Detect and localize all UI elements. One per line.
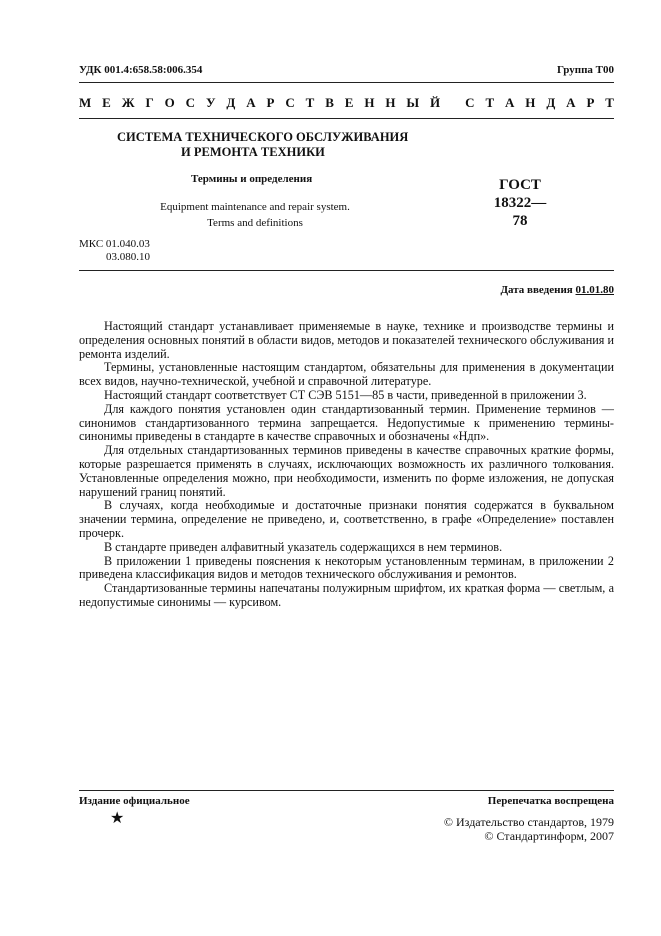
banner-letter: Ы bbox=[406, 95, 420, 110]
mks-line-1: МКС 01.040.03 bbox=[79, 238, 150, 250]
banner-letter bbox=[451, 95, 454, 111]
interstate-standard-banner bbox=[79, 95, 614, 111]
banner-letter: Д bbox=[226, 95, 236, 110]
banner-letter: А bbox=[246, 95, 256, 110]
banner-letter: Е bbox=[102, 95, 111, 110]
paragraph: Для каждого понятия установлен один стандартизованный термин. Применение терминов — синонимов стандартизованного термина запрещается. Недопустимые к применению термины-синонимы приведены в стандарте в качестве справочных и обозначены «Ндп». bbox=[79, 401, 614, 444]
document-subtitle: Термины и определения bbox=[191, 173, 313, 185]
paragraph: В приложении 1 приведены пояснения к некоторым установленным терминам, в приложении 2 приведена классификация видов и методов технического обслуживания и ремонтов. bbox=[79, 553, 614, 582]
introduction-date bbox=[500, 284, 614, 296]
banner-letter: Н bbox=[385, 95, 396, 110]
banner-letter: Ж bbox=[121, 95, 135, 110]
paragraph: Термины, установленные настоящим стандартом, обязательны для применения в документации всех видов, научно-технической, учебной и справочной литературе. bbox=[79, 360, 614, 389]
copyright-block bbox=[444, 815, 614, 843]
banner-letter: У bbox=[205, 95, 216, 110]
body-text bbox=[79, 320, 614, 610]
mks-codes bbox=[79, 238, 150, 264]
banner-letter: Й bbox=[430, 95, 441, 110]
banner-letter: Т bbox=[305, 95, 315, 110]
banner-letter: А bbox=[566, 95, 576, 110]
gost-label: ГОСТ bbox=[499, 177, 541, 193]
mks-line-2: 03.080.10 bbox=[106, 251, 150, 263]
top-rule bbox=[79, 82, 614, 83]
english-title-line-2: Terms and definitions bbox=[207, 217, 303, 229]
banner-letter: Т bbox=[485, 95, 495, 110]
english-title bbox=[155, 199, 355, 231]
document-title bbox=[117, 130, 417, 160]
english-title-line-1: Equipment maintenance and repair system. bbox=[160, 201, 350, 213]
footer-rule bbox=[79, 790, 614, 791]
gost-designation bbox=[487, 176, 553, 230]
banner-letter: О bbox=[164, 95, 175, 110]
udk-code: УДК 001.4:658.58:006.354 bbox=[79, 64, 203, 76]
paragraph: Для отдельных стандартизованных терминов приведены в качестве справочных краткие формы, которые разрешается применять в случаях, исключающих возможность их различного толкования. Установленные определения можно, при необходимости, изменить по форме изложения, не допуская нарушений границ понятий. bbox=[79, 443, 614, 499]
banner-letter: Р bbox=[586, 95, 595, 110]
paragraph: В случаях, когда необходимые и достаточные признаки понятия содержатся в буквальном значении термина, определение не приведено, и, соответственно, в графе «Определение» поставлен прочерк. bbox=[79, 498, 614, 540]
paragraph: В стандарте приведен алфавитный указатель содержащихся в нем терминов. bbox=[104, 539, 503, 554]
paragraph: Настоящий стандарт устанавливает применяемые в науке, технике и производстве термины и определения основных понятий в области видов, методов и показателей технического обслуживания и ремонта изделий. bbox=[79, 319, 614, 361]
banner-letter: С bbox=[465, 95, 475, 110]
banner-rule bbox=[79, 118, 614, 119]
banner-letter: Д bbox=[546, 95, 556, 110]
banner-letter: В bbox=[325, 95, 334, 110]
reprint-prohibited: Перепечатка воспрещена bbox=[487, 795, 614, 807]
banner-letter: Г bbox=[145, 95, 154, 110]
banner-letter: Р bbox=[266, 95, 275, 110]
group-code: Группа Т00 bbox=[556, 64, 614, 76]
date-value: 01.01.80 bbox=[575, 284, 614, 296]
banner-letter: Т bbox=[605, 95, 614, 110]
star-icon: ★ bbox=[110, 810, 125, 827]
banner-letter: С bbox=[285, 95, 295, 110]
banner-letter: А bbox=[505, 95, 515, 110]
banner-letter: Н bbox=[525, 95, 536, 110]
official-edition: Издание официальное bbox=[79, 795, 190, 807]
copyright-line-1: © Издательство стандартов, 1979 bbox=[443, 815, 614, 829]
title-line-2: И РЕМОНТА ТЕХНИКИ bbox=[181, 145, 325, 159]
banner-letter: С bbox=[185, 95, 196, 110]
date-label: Дата введения bbox=[500, 284, 573, 296]
banner-letter: М bbox=[79, 95, 92, 110]
copyright-line-2: © Стандартинформ, 2007 bbox=[484, 829, 614, 843]
paragraph: Настоящий стандарт соответствует СТ СЭВ 5151—85 в части, приведенной в приложении 3. bbox=[104, 387, 587, 402]
gost-number: 18322—78 bbox=[493, 195, 547, 229]
banner-letter: Н bbox=[364, 95, 375, 110]
paragraph: Стандартизованные термины напечатаны полужирным шрифтом, их краткая форма — светлым, а недопустимые синонимы — курсивом. bbox=[79, 581, 614, 609]
banner-letter: Е bbox=[344, 95, 354, 110]
title-line-1: СИСТЕМА ТЕХНИЧЕСКОГО ОБСЛУЖИВАНИЯ bbox=[117, 130, 409, 144]
header-bottom-rule bbox=[79, 270, 614, 271]
